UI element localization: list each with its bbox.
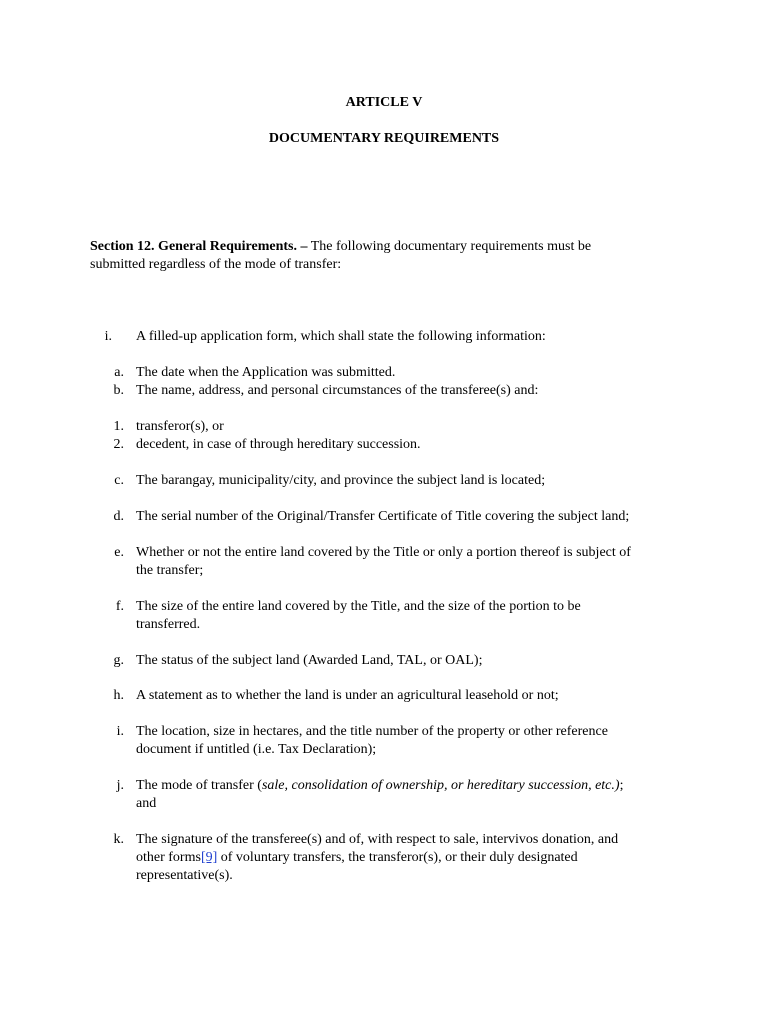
list-marker: b. — [113, 383, 124, 398]
list-item-line: and — [136, 796, 157, 811]
list-marker: e. — [114, 545, 124, 560]
list-item-line: The size of the entire land covered by the Title, and the size of the portion to be — [136, 599, 581, 614]
list-marker: i. — [104, 329, 112, 344]
list-item-line: representative(s). — [136, 868, 233, 883]
footnote-link[interactable]: [9] — [200, 850, 218, 865]
section-intro — [90, 238, 670, 256]
list-item-line: The location, size in hectares, and the title number of the property or other reference — [136, 724, 608, 739]
list-marker: 2. — [113, 437, 124, 452]
list-item-line: Whether or not the entire land covered by the Title or only a portion thereof is subject of — [136, 545, 631, 560]
list-item-line: ; — [619, 778, 624, 793]
list-marker: c. — [114, 473, 124, 488]
list-item-line: of voluntary transfers, the transferor(s), or their duly designated — [217, 850, 578, 865]
list-item-line: transferred. — [136, 617, 201, 632]
list-item-text: The name, address, and personal circumstances of the transferee(s) and: — [136, 383, 539, 398]
article-title: ARTICLE V — [345, 95, 423, 110]
list-item-line: the transfer; — [136, 563, 204, 578]
list-marker: d. — [113, 509, 124, 524]
section-intro-line-2: submitted regardless of the mode of transfer: — [90, 257, 342, 272]
list-item-text — [136, 544, 676, 580]
section-heading: Section 12. General Requirements. – — [90, 239, 308, 254]
list-item-text: decedent, in case of through hereditary succession. — [136, 437, 421, 452]
list-marker: k. — [113, 832, 124, 847]
list-marker: g. — [113, 653, 124, 668]
mode-examples: sale, consolidation of ownership, or hereditary succession, etc.) — [261, 778, 620, 793]
list-marker: f. — [115, 599, 124, 614]
list-item-text: The date when the Application was submitted. — [136, 365, 396, 380]
list-item-text — [136, 831, 676, 885]
list-marker: a. — [114, 365, 124, 380]
list-marker: j. — [116, 778, 124, 793]
list-item-line: The signature of the transferee(s) and of, with respect to sale, intervivos donation, and — [136, 832, 619, 847]
article-subtitle: DOCUMENTARY REQUIREMENTS — [268, 131, 500, 146]
list-item-text — [136, 723, 676, 759]
list-item-text: The status of the subject land (Awarded Land, TAL, or OAL); — [136, 653, 483, 668]
list-item-text: transferor(s), or — [136, 419, 224, 434]
list-item-text: The serial number of the Original/Transfer Certificate of Title covering the subject land; — [136, 509, 630, 524]
list-item-text — [136, 598, 676, 634]
list-item-text: A filled-up application form, which shall state the following information: — [136, 329, 546, 344]
list-marker: h. — [113, 688, 124, 703]
list-marker: i. — [116, 724, 124, 739]
list-item-line: document if untitled (i.e. Tax Declaration); — [136, 742, 377, 757]
list-marker: 1. — [113, 419, 124, 434]
list-item-line: other forms — [136, 850, 201, 865]
list-item-line: The mode of transfer ( — [136, 778, 262, 793]
list-item-text: A statement as to whether the land is under an agricultural leasehold or not; — [136, 688, 559, 703]
list-item-text: The barangay, municipality/city, and province the subject land is located; — [136, 473, 546, 488]
section-intro-line-1: The following documentary requirements must be — [307, 239, 592, 254]
list-item-text — [136, 777, 676, 813]
